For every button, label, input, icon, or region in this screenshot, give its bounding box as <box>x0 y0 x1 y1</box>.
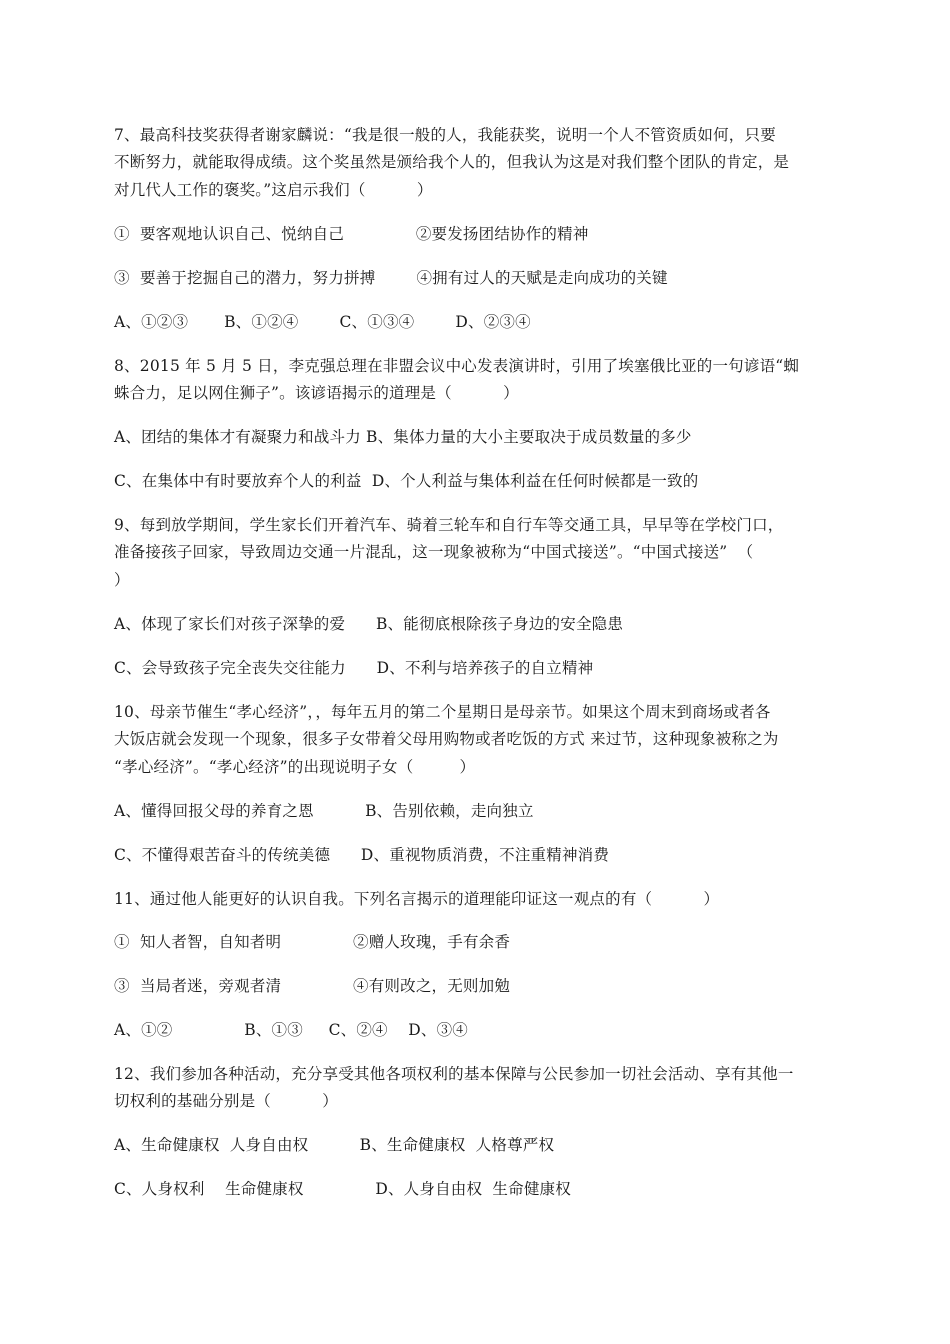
question-9-stem-line-1: 9、每到放学期间，学生家长们开着汽车、骑着三轮车和自行车等交通工具，早早等在学校门口， <box>114 516 784 534</box>
question-10-stem-line-1: 10、母亲节催生“孝心经济”，，每年五月的第二个星期日是母亲节。如果这个周末到商场或者各 <box>114 703 771 721</box>
question-7-options: A、①②③ B、①②④ C、①③④ D、②③④ <box>114 313 531 331</box>
question-10-stem-line-3: “孝心经济”。“孝心经济”的出现说明子女（ ） <box>114 758 476 776</box>
question-8-options-line-1: A、团结的集体才有凝聚力和战斗力 B、集体力量的大小主要取决于成员数量的多少 <box>114 428 692 446</box>
question-7-statements-line-1: ① 要客观地认识自己、悦纳自己 ②要发扬团结协作的精神 <box>114 225 589 243</box>
question-7-stem-line-3: 对几代人工作的褒奖。”这启示我们（ ） <box>114 181 433 199</box>
question-12-stem-line-1: 12、我们参加各种活动，充分享受其他各项权利的基本保障与公民参加一切社会活动、享有其他一 <box>114 1065 794 1083</box>
question-10-stem-line-2: 大饭店就会发现一个现象，很多子女带着父母用购物或者吃饭的方式 来过节，这种现象被称之为 <box>114 730 779 748</box>
question-12-stem-line-2: 切权利的基础分别是（ ） <box>114 1092 338 1110</box>
question-7-stem-line-2: 不断努力，就能取得成绩。这个奖虽然是颁给我个人的，但我认为这是对我们整个团队的肯定，是 <box>114 153 790 171</box>
question-9-stem-line-3: ） <box>114 571 130 589</box>
question-9-stem-line-2: 准备接孩子回家，导致周边交通一片混乱，这一现象被称为“中国式接送”。“中国式接送” （ <box>114 543 754 561</box>
question-7-statements-line-2: ③ 要善于挖掘自己的潜力，努力拼搏 ④拥有过人的天赋是走向成功的关键 <box>114 269 668 287</box>
question-11-stem-line-1: 11、通过他人能更好的认识自我。下列名言揭示的道理能印证这一观点的有（ ） <box>114 890 720 908</box>
question-8-stem-line-2: 蛛合力，足以网住狮子”。该谚语揭示的道理是（ ） <box>114 384 519 402</box>
question-11-statements-line-2: ③ 当局者迷，旁观者清 ④有则改之，无则加勉 <box>114 977 511 995</box>
question-9-options-line-1: A、体现了家长们对孩子深挚的爱 B、能彻底根除孩子身边的安全隐患 <box>114 615 624 633</box>
question-11-options: A、①② B、①③ C、②④ D、③④ <box>114 1021 468 1039</box>
question-10-options-line-2: C、不懂得艰苦奋斗的传统美德 D、重视物质消费，不注重精神消费 <box>114 846 610 864</box>
question-7-stem-line-1: 7、最高科技奖获得者谢家麟说：“我是很一般的人，我能获奖，说明一个人不管资质如何，只要 <box>114 126 776 144</box>
question-12-options-line-1: A、生命健康权 人身自由权 B、生命健康权 人格尊严权 <box>114 1136 555 1154</box>
question-10-options-line-1: A、懂得回报父母的养育之恩 B、告别依赖，走向独立 <box>114 802 534 820</box>
question-11-statements-line-1: ① 知人者智，自知者明 ②赠人玫瑰，手有余香 <box>114 933 511 951</box>
question-8-options-line-2: C、在集体中有时要放弃个人的利益 D、个人利益与集体利益在任何时候都是一致的 <box>114 472 699 490</box>
question-8-stem-line-1: 8、2015 年 5 月 5 日，李克强总理在非盟会议中心发表演讲时，引用了埃塞俄比亚的一句谚语“蜘 <box>114 357 800 375</box>
question-12-options-line-2: C、人身权利 生命健康权 D、人身自由权 生命健康权 <box>114 1180 571 1198</box>
question-9-options-line-2: C、会导致孩子完全丧失交往能力 D、不利与培养孩子的自立精神 <box>114 659 594 677</box>
